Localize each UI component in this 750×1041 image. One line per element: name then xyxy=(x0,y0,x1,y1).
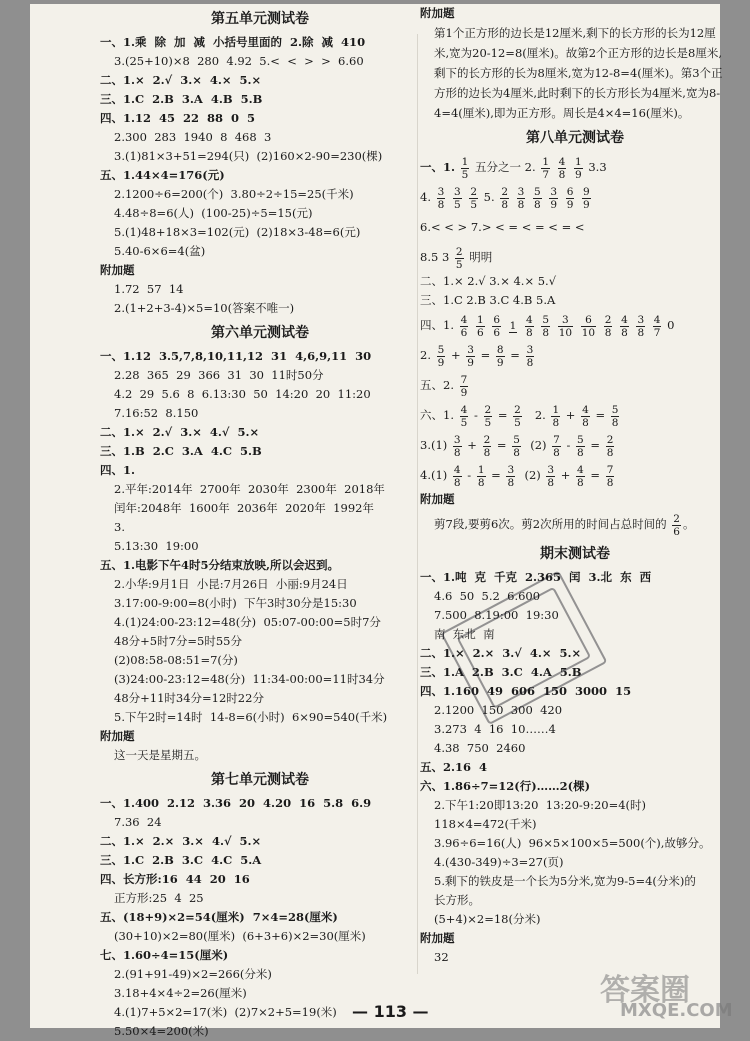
unit6-line: 附加题 xyxy=(100,729,135,743)
unit7-line: 四、长方形:16 44 20 16 xyxy=(100,872,250,886)
unit8-row-5: 二、1.× 2.√ 3.× 4.× 5.√ xyxy=(420,274,557,288)
unit6-line: (3)24:00-23:12=48(分) 11:34-00:00=11时34分 xyxy=(114,672,385,686)
final-line: 六、1.86÷7=12(行)……2(棵) xyxy=(420,779,591,793)
unit5-line: 5.(1)48+18×3=102(元) (2)18×3-48=6(元) xyxy=(114,225,361,239)
final-line: 三、1.A 2.B 3.C 4.A 5.B xyxy=(420,665,582,679)
unit8-extra-label: 附加题 xyxy=(420,492,455,506)
unit7-line: 七、1.60÷4=15(厘米) xyxy=(100,948,229,962)
final-answers xyxy=(420,568,730,967)
unit6-line: 5.13:30 19:00 xyxy=(114,539,199,553)
unit6-line: 这一天是星期五。 xyxy=(114,748,206,762)
section-title-final: 期末测试卷 xyxy=(540,546,610,562)
unit6-line: 2.28 365 29 366 31 30 11时50分 xyxy=(114,368,324,382)
final-line: 二、1.× 2.× 3.√ 4.× 5.× xyxy=(420,646,582,660)
unit6-line: 3. xyxy=(114,520,125,534)
unit7-line: 2.(91+91-49)×2=266(分米) xyxy=(114,967,272,981)
extra-question-text: 第1个正方形的边长是12厘米,剩下的长方形的长为12厘米,宽为20-12=8(厘米)。故第2个正方形的边长是8厘米,剩下的长方形的长为8厘米,宽为12-8=4(厘米)。第3个正方形的边长为4厘米,此时剩下的长方形长为4厘米,宽为8-4=4(厘米),即为正方形。周长是4×4=16(厘米)。 xyxy=(434,26,723,120)
final-line: 四、1.160 49 606 150 3000 15 xyxy=(420,684,632,698)
unit7-line: 4.(1)7+5×2=17(米) (2)7×2+5=19(米) xyxy=(114,1005,337,1019)
final-line: 2.下午1:20即13:20 13:20-9:20=4(时) xyxy=(434,798,647,812)
unit5-line: 五、1.44×4=176(元) xyxy=(100,168,225,182)
unit6-line: 一、1.12 3.5,7,8,10,11,12 31 4,6,9,11 30 xyxy=(100,349,372,363)
unit5-line: 2.1200÷6=200(个) 3.80÷2÷15=25(千米) xyxy=(114,187,354,201)
final-line: 南 东北 南 xyxy=(434,627,495,641)
section-title-unit5: 第五单元测试卷 xyxy=(211,11,309,27)
final-line: 3.273 4 16 10……4 xyxy=(434,722,556,736)
unit6-line: 三、1.B 2.C 3.A 4.C 5.B xyxy=(100,444,262,458)
unit7-line: 五、(18+9)×2=54(厘米) 7×4=28(厘米) xyxy=(100,910,338,924)
watermark-logo: 答案圈 xyxy=(600,973,690,1008)
section-title-unit6: 第六单元测试卷 xyxy=(211,325,309,341)
unit8-row-2: 4. $\frac{3}{8}$ $\frac{3}{5}$ $\frac{2}{5}$ 5. $\frac{2}{8}$ $\frac{3}{8}$ $\frac{5}{8}$ $\frac{3}{9}$ $\frac{6}{9}$ $\frac{9}{9}$ xyxy=(420,185,590,211)
final-line: (5+4)×2=18(分米) xyxy=(434,912,541,926)
unit6-line: 2.平年:2014年 2700年 2030年 2300年 2018年 xyxy=(114,482,385,496)
unit5-answers xyxy=(100,33,420,318)
unit8-row-7: 四、1. $\frac{4}{6}$ $\frac{1}{6}$ $\frac{6}{6}$ 1 $\frac{4}{8}$ $\frac{5}{8}$ $\frac{3}{10}$ $\frac{6}{10}$ $\frac{2}{8}$ $\frac{4}{8}$ $\frac{3}{8}$ $\frac{4}{7}$ 0 xyxy=(420,313,675,339)
final-line: 118×4=472(千米) xyxy=(434,817,537,831)
final-line: 附加题 xyxy=(420,931,455,945)
page-number: — 113 — xyxy=(352,1002,429,1021)
unit5-line: 3.(25+10)×8 280 4.92 5.< < > > 6.60 xyxy=(114,54,364,68)
final-line: 2.1200 150 300 420 xyxy=(434,703,563,717)
unit5-line: 附加题 xyxy=(100,263,135,277)
unit8-row-4: 8.5 3 $\frac{2}{5}$ 明明 xyxy=(420,245,493,271)
unit5-line: 三、1.C 2.B 3.A 4.B 5.B xyxy=(100,92,263,106)
unit7-line: 3.18+4×4÷2=26(厘米) xyxy=(114,986,247,1000)
unit6-line: 2.小华:9月1日 小昆:7月26日 小丽:9月24日 xyxy=(114,577,348,591)
left-column xyxy=(100,4,420,1041)
unit8-row-12: 4.(1) $\frac{4}{8}$ - $\frac{1}{8}$ = $\frac{3}{8}$ (2) $\frac{3}{8}$ + $\frac{4}{8}$ = $\frac{7}{8}$ xyxy=(420,463,614,489)
unit7-line: 二、1.× 2.× 3.× 4.√ 5.× xyxy=(100,834,262,848)
watermark-url: MXQE.COM xyxy=(620,1000,733,1021)
unit7-line: 5.50×4=200(米) xyxy=(114,1024,209,1038)
right-column xyxy=(420,4,730,967)
final-line: 5.剩下的铁皮是一个长为5分米,宽为9-5=4(分米)的 xyxy=(434,874,696,888)
unit6-line: 闰年:2048年 1600年 2036年 2020年 1992年 xyxy=(114,501,374,515)
unit5-line: 3.(1)81×3+51=294(只) (2)160×2-90=230(棵) xyxy=(114,149,383,163)
unit7-line: 一、1.400 2.12 3.36 20 4.20 16 5.8 6.9 xyxy=(100,796,372,810)
unit6-line: 48分+11时34分=12时22分 xyxy=(114,691,264,705)
unit5-line: 1.72 57 14 xyxy=(114,282,184,296)
unit8-row-11: 3.(1) $\frac{3}{8}$ + $\frac{2}{8}$ = $\frac{5}{8}$ (2) $\frac{7}{8}$ - $\frac{5}{8}$ = $\frac{2}{8}$ xyxy=(420,433,614,459)
unit5-line: 2.(1+2+3-4)×5=10(答案不唯一) xyxy=(114,301,295,315)
unit7-line: 7.36 24 xyxy=(114,815,162,829)
unit5-line: 四、1.12 45 22 88 0 5 xyxy=(100,111,256,125)
workbook-page xyxy=(30,4,723,1038)
unit8-row-10: 六、1. $\frac{4}{5}$ - $\frac{2}{5}$ = $\frac{2}{5}$ 2. $\frac{1}{8}$ + $\frac{4}{8}$ = $\frac{5}{8}$ xyxy=(420,403,619,429)
section-title-unit7: 第七单元测试卷 xyxy=(211,772,309,788)
unit8-row-8: 2. $\frac{5}{9}$ + $\frac{3}{9}$ = $\frac{8}{9}$ = $\frac{3}{8}$ xyxy=(420,343,534,369)
unit6-line: 7.16:52 8.150 xyxy=(114,406,199,420)
unit6-line: 4.(1)24:00-23:12=48(分) 05:07-00:00=5时7分 xyxy=(114,615,381,629)
unit8-row-6: 三、1.C 2.B 3.C 4.B 5.A xyxy=(420,293,556,307)
unit5-line: 4.48÷8=6(人) (100-25)÷5=15(元) xyxy=(114,206,313,220)
final-line: 一、1.吨 克 千克 2.365 闰 3.北 东 西 xyxy=(420,570,652,584)
unit6-line: 3.17:00-9:00=8(小时) 下午3时30分是15:30 xyxy=(114,596,357,610)
unit6-line: (2)08:58-08:51=7(分) xyxy=(114,653,238,667)
unit6-line: 二、1.× 2.√ 3.× 4.√ 5.× xyxy=(100,425,260,439)
unit8-row-9: 五、2. $\frac{7}{9}$ xyxy=(420,373,468,399)
unit8-row-3: 6.< < > 7.> < = < = < = < xyxy=(420,220,585,234)
final-line: 3.96÷6=16(人) 96×5×100×5=500(个),故够分。 xyxy=(434,836,711,850)
unit6-answers xyxy=(100,347,420,765)
unit6-line: 五、1.电影下午4时5分结束放映,所以会迟到。 xyxy=(100,558,340,572)
section-title-unit8: 第八单元测试卷 xyxy=(526,130,624,146)
unit5-line: 2.300 283 1940 8 468 3 xyxy=(114,130,272,144)
final-line: 长方形。 xyxy=(434,893,480,907)
unit7-line: (30+10)×2=80(厘米) (6+3+6)×2=30(厘米) xyxy=(114,929,366,943)
unit7-line: 三、1.C 2.B 3.C 4.C 5.A xyxy=(100,853,262,867)
unit6-line: 5.下午2时=14时 14-8=6(小时) 6×90=540(千米) xyxy=(114,710,388,724)
final-line: 7.500 8.19:00 19:30 xyxy=(434,608,559,622)
unit6-line: 四、1. xyxy=(100,463,136,477)
unit5-line: 5.40-6×6=4(盆) xyxy=(114,244,206,258)
final-line: 五、2.16 4 xyxy=(420,760,488,774)
final-line: 32 xyxy=(434,950,449,964)
unit5-line: 二、1.× 2.√ 3.× 4.× 5.× xyxy=(100,73,262,87)
final-line: 4.6 50 5.2 6.600 xyxy=(434,589,541,603)
final-line: 4.38 750 2460 xyxy=(434,741,526,755)
unit7-line: 正方形:25 4 25 xyxy=(114,891,204,905)
final-line: 4.(430-349)÷3=27(页) xyxy=(434,855,564,869)
unit8-row-1: 一、1. $\frac{1}{5}$ 五分之一 2. $\frac{1}{7}$ $\frac{4}{8}$ $\frac{1}{9}$ 3.3 xyxy=(420,155,607,181)
unit5-line: 一、1.乘 除 加 减 小括号里面的 2.除 减 410 xyxy=(100,35,366,49)
unit6-line: 48分+5时7分=5时55分 xyxy=(114,634,242,648)
extra-question-label: 附加题 xyxy=(420,6,455,20)
unit6-line: 4.2 29 5.6 8 6.13:30 50 14:20 20 11:20 xyxy=(114,387,371,401)
unit8-extra-answer: 剪7段,要剪6次。剪2次所用的时间占总时间的 $\frac{2}{6}$ 。 xyxy=(434,512,695,538)
